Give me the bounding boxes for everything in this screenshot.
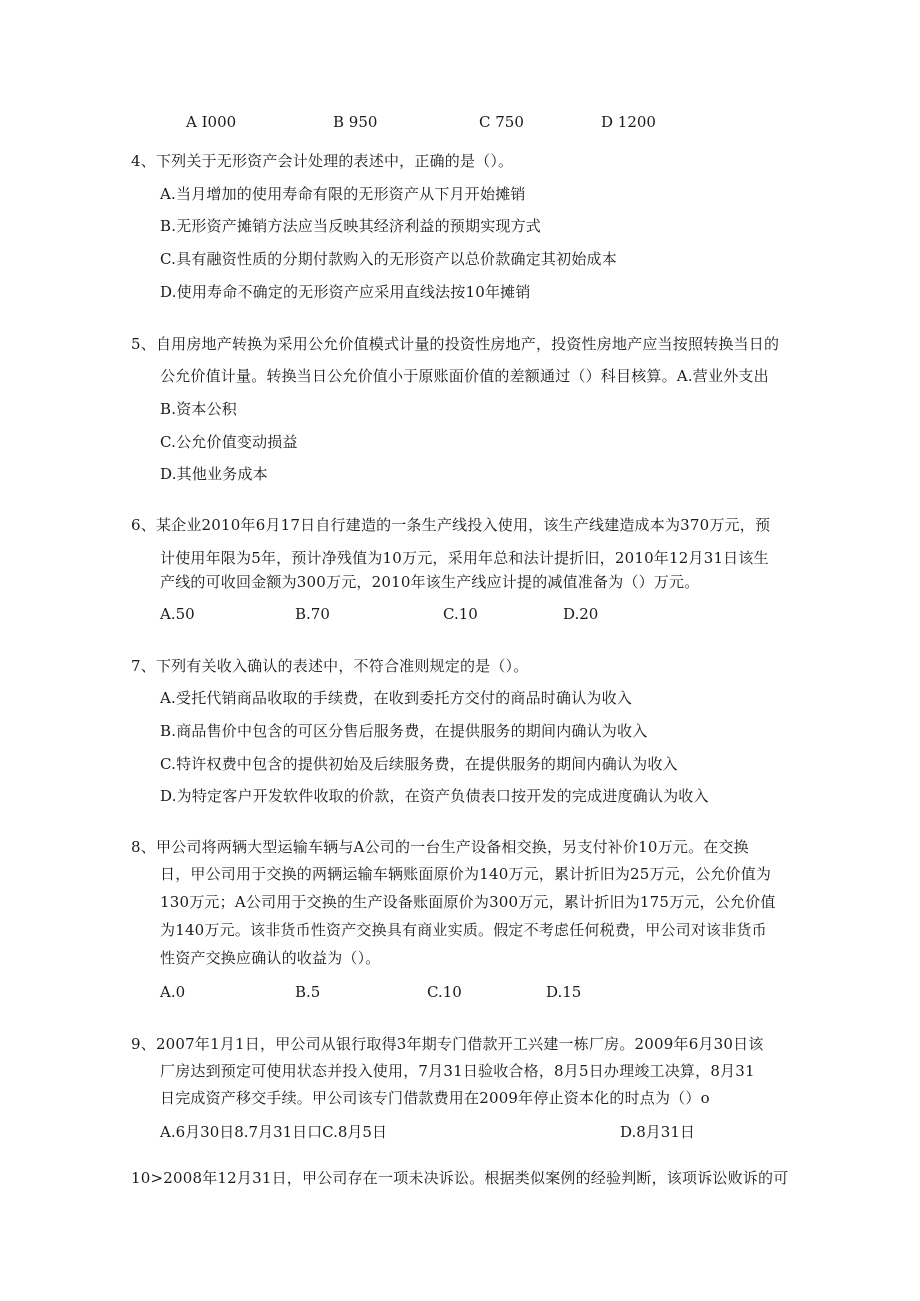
q3-option-b: B 950: [333, 113, 378, 131]
q5-option-b: B.资本公积: [160, 400, 237, 418]
q7-option-a: A.受托代销商品收取的手续费，在收到委托方交付的商品时确认为收入: [160, 689, 633, 707]
q6-option-a: A.50: [160, 605, 195, 623]
q9-stem-line-2: 厂房达到预定可使用状态并投入使用，7月31日验收合格，8月5日办理竣工决算，8月31: [160, 1062, 755, 1080]
q4-option-a: A.当月增加的使用寿命有限的无形资产从下月开始摊销: [160, 185, 526, 203]
q9-options-abc: A.6月30日8.7月31日口C.8月5日: [160, 1123, 387, 1141]
q5-stem-line-1: 5、自用房地产转换为采用公允价值模式计量的投资性房地产，投资性房地产应当按照转换当日的: [131, 335, 780, 353]
q10-stem-line-1: 10>2008年12月31日，甲公司存在一项未决诉讼。根据类似案例的经验判断，该项诉讼败诉的可: [131, 1169, 789, 1187]
q7-stem: 7、下列有关收入确认的表述中，不符合准则规定的是（）。: [131, 657, 529, 675]
q9-stem-line-1: 9、2007年1月1日，甲公司从银行取得3年期专门借款开工兴建一栋厂房。2009年6月30日该: [131, 1035, 764, 1053]
q6-stem-line-3: 产线的可收回金额为300万元，2010年该生产线应计提的减值准备为（）万元。: [160, 573, 700, 591]
q6-stem-line-2: 计使用年限为5年，预计净残值为10万元，采用年总和法计提折旧，2010年12月31日该生: [160, 549, 769, 567]
q8-stem-line-5: 性资产交换应确认的收益为（）。: [160, 949, 381, 967]
q8-stem-line-4: 为140万元。该非货币性资产交换具有商业实质。假定不考虑任何税费，甲公司对该非货币: [160, 921, 767, 939]
q4-option-d: D.使用寿命不确定的无形资产应采用直线法按10年摊销: [160, 283, 531, 301]
q8-option-a: A.0: [160, 983, 186, 1001]
q4-option-c: C.具有融资性质的分期付款购入的无形资产以总价款确定其初始成本: [160, 250, 617, 268]
q8-option-d: D.15: [546, 983, 582, 1001]
q8-option-b: B.5: [295, 983, 321, 1001]
q3-option-d: D 1200: [601, 113, 656, 131]
q5-option-c: C.公允价值变动损益: [160, 433, 298, 451]
q6-option-b: B.70: [295, 605, 330, 623]
q6-option-d: D.20: [563, 605, 599, 623]
q8-stem-line-3: 130万元；A公司用于交换的生产设备账面原价为300万元，累计折旧为175万元，公允价值: [160, 893, 776, 911]
q4-stem: 4、下列关于无形资产会计处理的表述中，正确的是（）。: [131, 152, 514, 170]
q5-stem-line-2: 公允价值计量。转换当日公允价值小于原账面价值的差额通过（）科目核算。A.营业外支出: [160, 367, 769, 385]
q8-stem-line-1: 8、甲公司将两辆大型运输车辆与A公司的一台生产设备相交换，另支付补价10万元。在交换: [131, 838, 749, 856]
q7-option-c: C.特许权费中包含的提供初始及后续服务费，在提供服务的期间内确认为收入: [160, 755, 678, 773]
q7-option-b: B.商品售价中包含的可区分售后服务费，在提供服务的期间内确认为收入: [160, 722, 648, 740]
q6-stem-line-1: 6、某企业2010年6月17日自行建造的一条生产线投入使用，该生产线建造成本为370万元，预: [131, 516, 771, 534]
q3-option-c: C 750: [479, 113, 524, 131]
q8-stem-line-2: 日，甲公司用于交换的两辆运输车辆账面原价为140万元，累计折旧为25万元，公允价值为: [160, 865, 772, 883]
q7-option-d: D.为特定客户开发软件收取的价款，在资产负债表口按开发的完成进度确认为收入: [160, 787, 709, 805]
q9-stem-line-3: 日完成资产移交手续。甲公司该专门借款费用在2009年停止资本化的时点为（）o: [160, 1089, 710, 1107]
q3-option-a: A I000: [186, 113, 237, 131]
q6-option-c: C.10: [443, 605, 478, 623]
q4-option-b: B.无形资产摊销方法应当反映其经济利益的预期实现方式: [160, 217, 541, 235]
q9-option-d: D.8月31日: [620, 1123, 695, 1141]
q5-option-d: D.其他业务成本: [160, 465, 268, 483]
q8-option-c: C.10: [427, 983, 462, 1001]
